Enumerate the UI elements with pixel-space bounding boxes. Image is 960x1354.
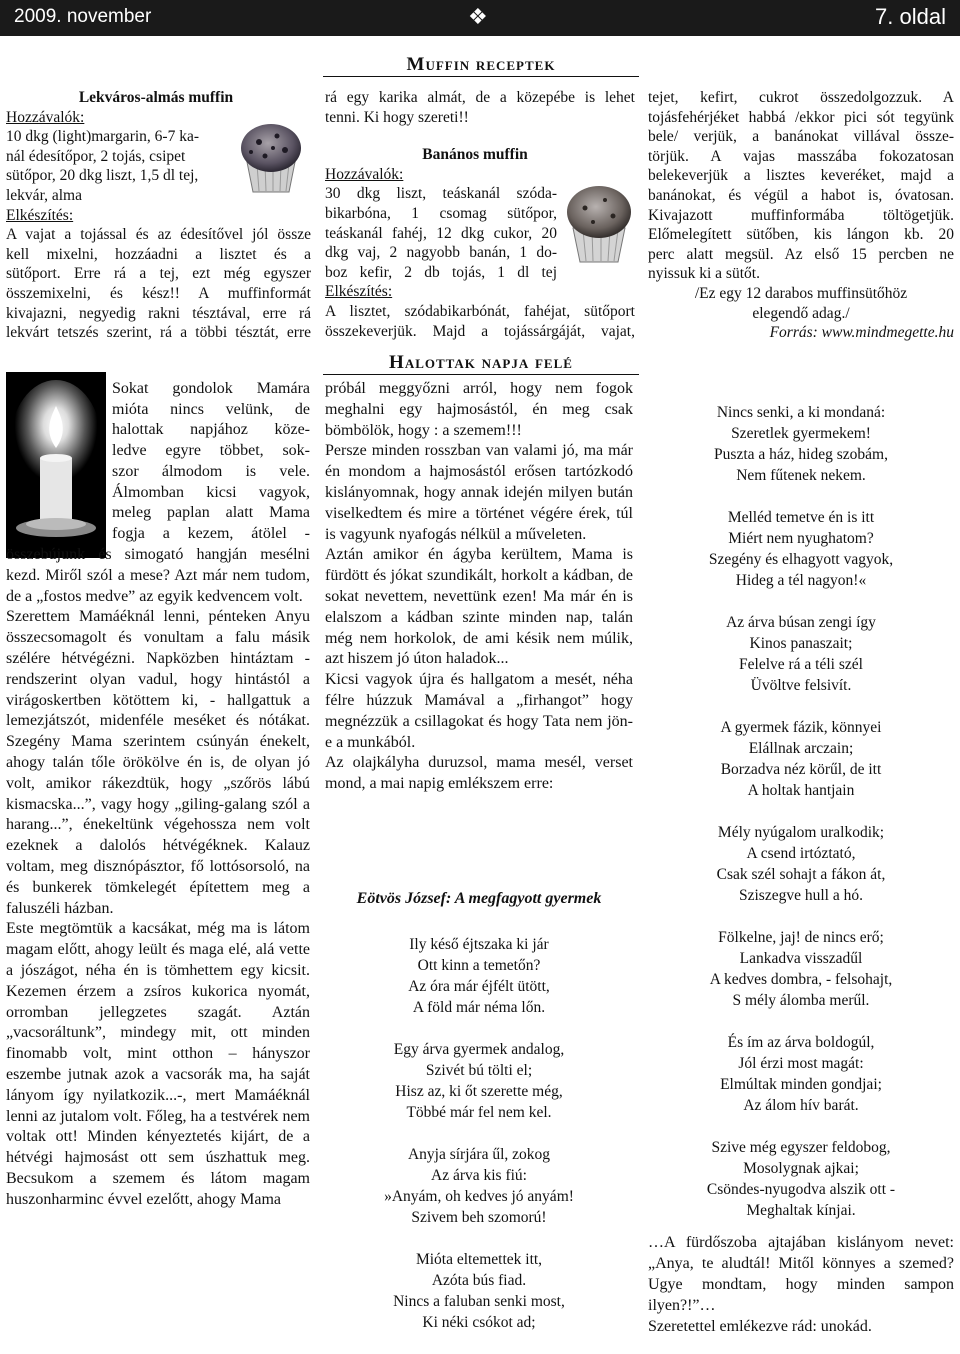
memoir-paragraph: Szerettem Mamáéknál lenni, pénteken Anyu összecsomagolt és vonultam a falu másik szélére hétvégézni. Napközben hintáztam - rendszerint olyan vadul, hogy hintástól a virágoskertben kötöttem ki, - hallgattuk a lemezjátszót, midenféle meséket és nótákat. Szegény Mama szerintem csúnyán énekelt, ahogy talán tőle örökölve én is, de olyan jó volt, amikor rákezdtük, hogy „szőrös lábú kismacska...”, vagy hogy „giling-galang szól a harang...”, énekeltünk végehossza nem volt ezeknek a dalolós hétvégéknek. Kalauz voltam, meg disznópásztor, fő lottósorsoló, na és bunkerek tömkelegét építettem meg a faluszéli házban. <box>6 608 310 917</box>
poem-line: Anyja sírjára űl, zokog <box>407 1146 551 1163</box>
recipe-title: Banános muffin <box>422 146 528 164</box>
recipe-source: Forrás: www.mindmegette.hu <box>769 324 954 342</box>
text-line: ledve egyre többet, sok- <box>112 442 310 460</box>
memoir-paragraph: Az olajkályha duruzsol, mama mesél, verset mond, a mai napig emlékszem erre: <box>325 754 633 793</box>
poem-stanza <box>325 1039 633 1123</box>
text-line: Előmelegített sütőben, kis lángon kb. 20 <box>648 226 954 244</box>
method-label: Elkészítés: <box>6 206 74 224</box>
poem-line: Mosolygnak ajkai; <box>743 1160 859 1177</box>
text-line: törjük. A vajas masszába fokozatosan <box>648 147 954 165</box>
poem-line: Lankadva visszadűl <box>739 950 863 967</box>
poem-line: Mióta eltemettek itt, <box>415 1251 543 1268</box>
text-line: A vajat a tojással és az édesítővel jól össze <box>6 226 311 244</box>
poem-stanza <box>648 402 954 486</box>
poem-stanza <box>325 1144 633 1228</box>
poem-line: Szive még egyszer feldobog, <box>711 1139 891 1156</box>
poem-line: Mély nyúgalom uralkodik; <box>717 824 885 841</box>
poem-stanza <box>648 507 954 591</box>
text-line: nyissuk ki a sütőt. <box>648 265 760 283</box>
poem-line: Szegény és elhagyott vagyok, <box>708 551 894 568</box>
poem-line: Hisz az, ki őt szerette még, <box>395 1083 563 1100</box>
memoir-closing <box>648 1232 954 1337</box>
poem-column-2 <box>325 934 633 1354</box>
method-label: Elkészítés: <box>325 283 393 301</box>
memoir-paragraph: próbál meggyőzni arról, hogy nem fogok meghalni egy hajmosástól, én meg csak bömbölök, hogy : a szemem!!! <box>325 380 633 439</box>
poem-stanza <box>325 1249 633 1333</box>
recipe-title: Lekváros-almás muffin <box>78 89 234 106</box>
poem-line: »Anyám, oh kedves jó anyám! <box>384 1188 574 1205</box>
poem-line: Ily késő éjtszaka ki jár <box>409 936 549 953</box>
text-line: szor álmodom is vele. <box>112 462 310 480</box>
poem-line: Azóta bús fiad. <box>431 1272 527 1289</box>
text-line: perc alatt megsül. Az első 15 percben ne <box>648 245 954 263</box>
memoir-column-2 <box>325 379 633 795</box>
poem-line: A holtak hantjain <box>747 782 855 799</box>
text-line: teáskanál fahéj, 12 dkg cukor, 20 <box>325 224 557 242</box>
text-line: banánokat, és végül a habot is, óvatosan. <box>648 186 954 204</box>
poem-line: A csend irtóztató, <box>746 845 856 862</box>
poem-line: Egy árva gyermek andalog, <box>393 1041 565 1058</box>
text-line: összekeverjük. Majd a tojássárgáját, vajat, <box>325 322 635 340</box>
issue-date: 2009. november <box>14 6 152 27</box>
muffin-image <box>237 118 305 196</box>
text-line: Álmomban kicsi vagyok, <box>112 483 310 501</box>
poem-stanza <box>648 1137 954 1221</box>
poem-line: Többé már fel nem kel. <box>406 1104 552 1121</box>
poem-stanza <box>648 927 954 1011</box>
poem-line: Szeretlek gyermekem! <box>731 425 871 442</box>
text-line: dkg vaj, 2 nagyobb banán, 1 do- <box>325 244 557 262</box>
title-rule <box>323 76 639 77</box>
poem-line: Nincs senki, a ki mondaná: <box>716 404 886 421</box>
poem-line: Ki néki csókot ad; <box>422 1314 536 1331</box>
title-rule <box>323 374 639 375</box>
poem-line: Miért nem nyughatom? <box>728 530 874 547</box>
poem-line: Hideg a tél nagyon!« <box>735 572 867 589</box>
page-number: 7. oldal <box>875 4 946 29</box>
text-line: bikarbóna, 1 csomag sütőpor, <box>325 204 557 222</box>
text-line: kivajazni, negyedig rakni tésztával, erre rá <box>6 304 311 322</box>
page-header <box>0 0 960 36</box>
memoir-signature: Szeretettel emlékezve rád: unokád. <box>648 1318 872 1335</box>
memoir-paragraph: Persze minden rosszban van valami jó, ma már én mondom a hajmosástól erősen tartózkodó kislányomnak, hogy annak idején milyen bután viselkedtem és mire a történet végére érek, túl is vagyunk nyafogás nélkül a műveleten. <box>325 442 633 543</box>
poem-stanza <box>648 822 954 906</box>
ingredients-label: Hozzávalók: <box>325 165 404 183</box>
poem-line: A kedves dombra, - felsohajt, <box>709 971 893 988</box>
poem-line: Fölkelne, jaj! de nincs erő; <box>718 929 884 946</box>
poem-line: Puszta a ház, hideg szobám, <box>714 446 888 463</box>
poem-line: Nem fűtenek nekem. <box>736 467 866 484</box>
poem-line: Borzadva néz körűl, de itt <box>720 761 882 778</box>
text-line: tejet, kefirt, cukrot összedolgozzuk. A <box>648 89 954 106</box>
text-line: fogja a kezem, átölel - <box>112 524 310 542</box>
candle-image <box>6 372 106 558</box>
text-line: Kivajazott muffinformába töltögetjük. <box>648 206 954 224</box>
poem-stanza <box>325 934 633 1018</box>
ingredients-text <box>6 127 234 205</box>
memoir-paragraph: Aztán amikor én ágyba kerültem, Mama is fürdött és jókat szundikált, horkolt a kádban, de sokat nevettem, nevettünk ezen! Ma már én is elalszom a kádban szinte minden nap, talán még nem horkolok, de ami késik nem múlik, azt hiszem jó úton haladok... <box>325 546 633 668</box>
poem-line: S mély álomba merűl. <box>732 992 870 1009</box>
diamond-ornament-icon: ❖ <box>468 4 488 29</box>
text-line: A lisztet, szódabikarbónát, fahéjat, sütőport <box>325 302 635 320</box>
memoir-paragraph: Este megtömtük a kacsákat, még ma is látom magam előtt, ahogy leült és maga elé, alá vette a jószágot, néha én is tömhettem egy kicsit. Kezemen érzem a zsíros kukorica nyomát, orromban jellegzetes szagát. Aztán „vacsoráltunk”, mindegy mit, ott minden finomabb volt, mint otthon – hányszor eszembe jutnak azok a vacsorák ma, ha saját lányom így nyilatkozik...-, mert Mamáéknál lenni az jutalom volt. Főleg, ha a testvérek nem voltak ott! Minden kényeztetés kijárt, de a hétvégi hajmosást ott sem úszhattuk meg. Becsukom a szemem és látom magam huszonharminc évvel ezelőtt, ahogy Mama <box>6 920 310 1208</box>
method-text <box>6 225 311 343</box>
poem-stanza <box>648 717 954 801</box>
yield-note-cont: elegendő adag./ <box>752 304 850 322</box>
poem-line: Felelve rá a téli szél <box>739 656 863 673</box>
poem-line: Csöndes-nyugodva alszik ott - <box>706 1181 896 1198</box>
poem-line: Szivét bú tölti el; <box>425 1062 533 1079</box>
poem-line: Jól érzi most magát: <box>738 1055 864 1072</box>
text-line: halottak napjához köze- <box>112 421 310 439</box>
text-line: lekvár, alma <box>6 186 82 204</box>
text-line: mióta nincs velünk, de <box>112 400 310 418</box>
poem-line: Elállnak arczain; <box>748 740 854 757</box>
poem-line: Az óra már éjfélt ütött, <box>408 978 550 995</box>
text-line: belekeverjük a lisztes keveréket, majd a <box>648 167 954 185</box>
poem-line: A gyermek fázik, könnyei <box>720 719 882 736</box>
poem-line: És ím az árva boldogúl, <box>727 1034 875 1051</box>
poem-stanza <box>648 1032 954 1116</box>
poem-line: Elmúltak minden gondjai; <box>720 1076 882 1093</box>
poem-line: Az álom hív barát. <box>743 1097 859 1114</box>
text-line: Sokat gondolok Mamára <box>112 380 310 397</box>
yield-note: /Ez egy 12 darabos muffinsütőhöz <box>694 284 908 302</box>
text-line: rá egy karika almát, de a közepébe is lehet <box>325 89 635 106</box>
muffin-image <box>563 182 635 266</box>
poem-line: Sziszegve hull a hó. <box>739 887 863 904</box>
muffin-column-3 <box>648 88 954 343</box>
text-line: 10 dkg (light)margarin, 6-7 ka- <box>6 128 199 146</box>
poem-title-text: Eötvös József: A megfagyott gyermek <box>356 890 602 907</box>
poem-line: Üvöltve felsivít. <box>750 677 852 694</box>
muffin-section-title: Muffin receptek <box>406 54 556 75</box>
memoir-paragraph: összebújunk és simogató hangján mesélni kezd. Miről szól a mese? Azt már nem tudom, de a „fostos medve” az egyik kedvencem volt. <box>6 546 310 605</box>
poem-line: Az árva búsan zengi így <box>726 614 876 631</box>
poem-line: Kinos panaszait; <box>749 635 853 652</box>
poem-line: Csak szél sohajt a fákon át, <box>716 866 886 883</box>
method-text <box>325 302 635 341</box>
text-line: meleg paplan alatt Mama <box>112 504 310 522</box>
poem-column-3 <box>648 402 954 1221</box>
text-line: nál édesítőpor, 2 tojás, csipet <box>6 147 186 165</box>
text-line: tojásfehérjéket habbá /ekkor pici sót tegyünk <box>648 108 954 126</box>
text-line: bele/ verjük, a banánokat villával össze- <box>648 128 954 146</box>
ingredients-label: Hozzávalók: <box>6 108 85 126</box>
text-line: boz kefir, 2 db tojás, 1 dl tej <box>325 263 557 281</box>
memoir-beside-candle <box>112 379 310 545</box>
poem-line: Szivem beh szomorú! <box>411 1209 547 1226</box>
text-line: sütőport. Erre rá a tej, ezt még egyszer <box>6 265 311 283</box>
poem-line: Az árva kis fiú: <box>431 1167 527 1184</box>
memoir-paragraph: Kicsi vagyok újra és hallgatom a mesét, néha félre húzzuk Mamával a „firhangot” hogy megnézzük a csillagokat és hogy Tata nem jön-e a munkából. <box>325 671 633 751</box>
text-line: kell mixelni, hozzáadni a lisztet és a <box>6 245 311 263</box>
text-line: összemixelni, és kész!! A muffinformát <box>6 284 311 302</box>
text-line: 30 dkg liszt, teáskanál szóda- <box>325 185 557 203</box>
poem-line: Nincs a faluban senki most, <box>393 1293 565 1310</box>
text-line: tenni. Ki hogy szereti!! <box>325 108 469 126</box>
text-line: lekvárt tetszés szerint, rá a többi tésztát, erre <box>6 324 311 342</box>
ingredients-text <box>325 184 557 282</box>
text-line: sütőpor, 20 dkg liszt, 1,5 dl tej, <box>6 167 199 185</box>
halottak-section-title: Halottak napja felé <box>389 352 573 373</box>
memoir-paragraph: …A fürdőszoba ajtajában kislányom nevet: „Anya, te aludtál! Mitől könnyes a szemed? Ugye mondtam, hogy minden sampon ilyen?!”… <box>648 1234 954 1314</box>
poem-line: Melléd temetve én is itt <box>727 509 875 526</box>
poem-line: Ott kinn a temetőn? <box>417 957 541 974</box>
poem-line: Meghaltak kínjai. <box>746 1202 856 1219</box>
memoir-column-1 <box>6 545 310 1211</box>
poem-title <box>325 889 633 909</box>
poem-line: A föld már néma lőn. <box>412 999 546 1016</box>
poem-stanza <box>648 612 954 696</box>
